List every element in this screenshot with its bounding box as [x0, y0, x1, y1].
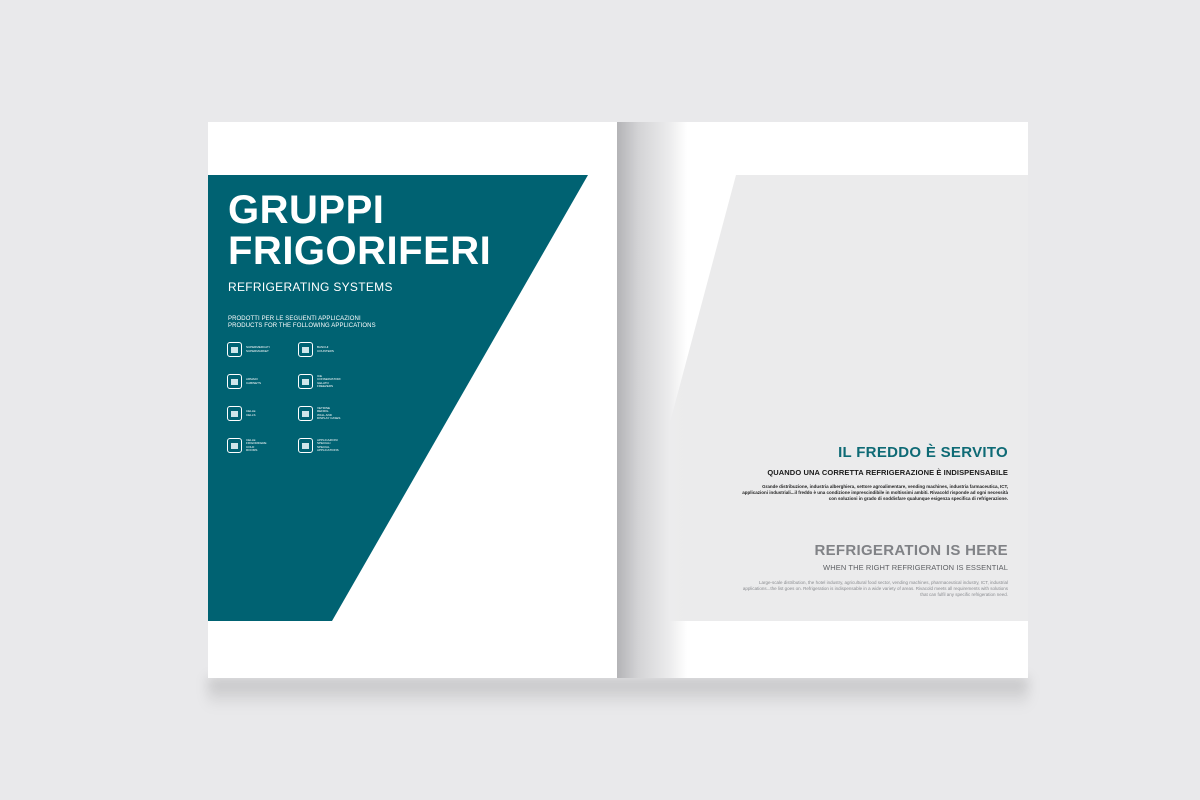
english-body: Large-scale distribution, the hotel industry, agricultural food sector, vending machines, pharmaceutical industry, ICT, industrial applications...the list goes on. Refrigeration is indispensable in a wide variety of areas. Rivacold meets all requirements with solutions that can fulfil any specific refrigeration need.	[742, 580, 1008, 597]
cabinet-icon	[227, 374, 242, 389]
english-subheading: WHEN THE RIGHT REFRIGERATION IS ESSENTIAL	[823, 563, 1008, 572]
page-title	[228, 190, 491, 272]
application-item	[298, 438, 341, 453]
left-page	[208, 122, 617, 678]
application-label: ICE CONSERVATORI GELATO FREEZERS	[317, 373, 341, 388]
application-label: VETRINE REFRIG. WALL AND DISPLAY CASES	[317, 405, 341, 420]
application-item	[298, 374, 341, 389]
application-item	[227, 374, 270, 389]
application-label: BANCHI COUNTERS	[317, 345, 334, 353]
cell-icon	[227, 406, 242, 421]
application-label: CELLE CELLS	[246, 409, 256, 417]
application-item	[227, 406, 270, 421]
application-label: APPLICAZIONI SPECIALI SPECIAL APPLICATIONS	[317, 437, 339, 452]
ice-cream-icon	[298, 374, 313, 389]
brochure-shadow	[208, 678, 1028, 708]
page-subtitle: REFRIGERATING SYSTEMS	[228, 280, 393, 294]
supermarket-cart-icon	[227, 342, 242, 357]
cold-room-icon	[227, 438, 242, 453]
application-label: SUPERMERCATI SUPERMARKET	[246, 345, 270, 353]
english-heading: REFRIGERATION IS HERE	[814, 542, 1008, 559]
application-item	[227, 342, 270, 357]
title-line-1: GRUPPI	[228, 188, 385, 232]
application-item	[227, 438, 270, 453]
application-item	[298, 406, 341, 421]
application-item	[298, 342, 341, 357]
applications-label-en: PRODUCTS FOR THE FOLLOWING APPLICATIONS	[228, 323, 376, 329]
application-label: ARMADI CABINETS	[246, 377, 262, 385]
title-line-2: FRIGORIFERI	[228, 229, 492, 273]
application-label: CELLE FRIGORIFERE COLD ROOMS	[246, 437, 267, 452]
italian-subheading: QUANDO UNA CORRETTA REFRIGERAZIONE È INDISPENSABILE	[767, 468, 1008, 477]
italian-heading: IL FREDDO È SERVITO	[838, 444, 1008, 461]
applications-label-it: PRODOTTI PER LE SEGUENTI APPLICAZIONI	[228, 316, 361, 322]
vertical-display-icon	[298, 406, 313, 421]
italian-body: Grande distribuzione, industria alberghiera, settore agroalimentare, vending machines, industria farmaceutica, ICT, applicazioni industriali...il freddo è una condizione imprescindibile in moltissimi ambiti. Rivacold risponde ad ogni necessità con soluzioni in grado di soddisfare qualunque esigenza specifica di refrigerazione.	[742, 484, 1008, 501]
applications-label	[228, 316, 376, 330]
right-page	[617, 122, 1028, 678]
cooler-display-icon	[298, 342, 313, 357]
book-spine-shadow	[617, 122, 687, 678]
special-application-icon	[298, 438, 313, 453]
